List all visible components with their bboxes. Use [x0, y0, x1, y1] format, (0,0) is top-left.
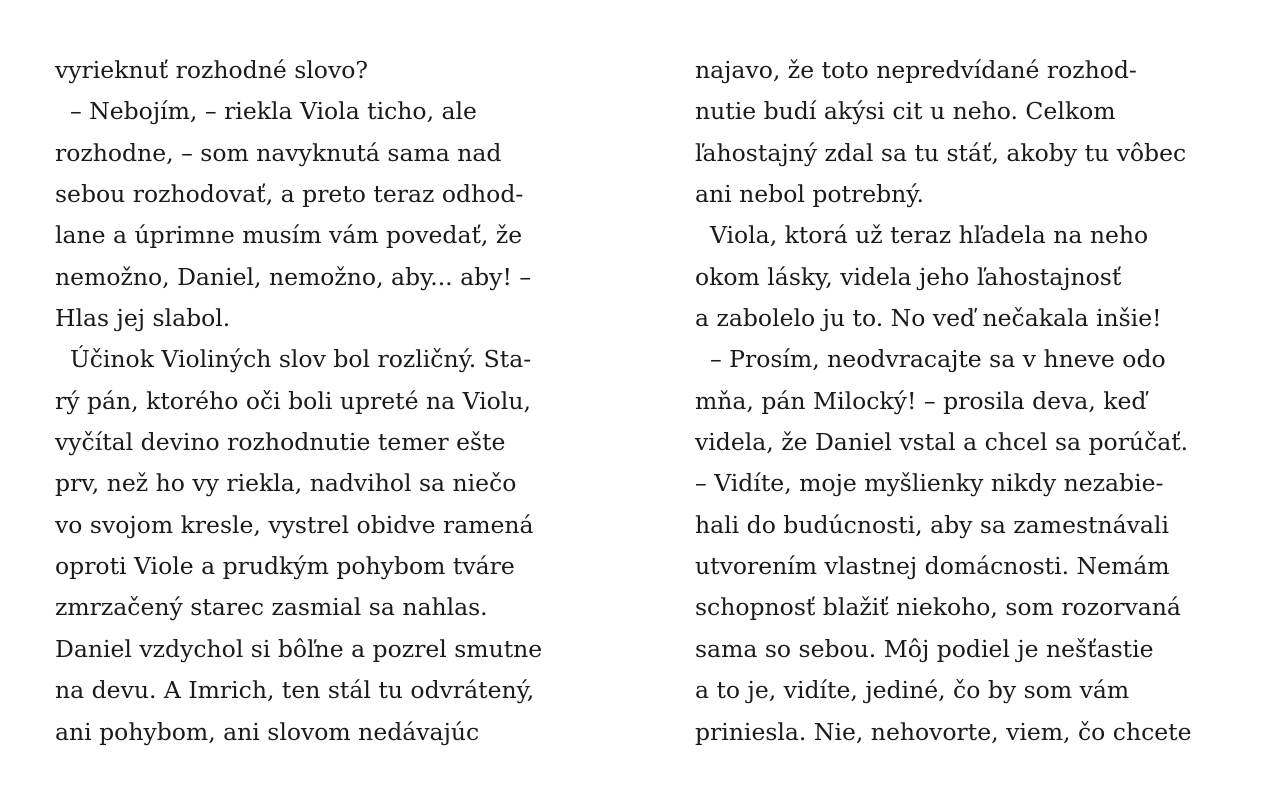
text-line: ľahostajný zdal sa tu stáť, akoby tu vôbec [695, 138, 1187, 167]
text-line: okom lásky, videla jeho ľahostajnosť [695, 262, 1122, 291]
right-text-column [695, 50, 1255, 753]
text-line: a zabolelo ju to. No veď nečakala inšie! [695, 304, 1162, 333]
text-line: hali do budúcnosti, aby sa zamestnávali [695, 510, 1169, 539]
text-line: vyčítal devino rozhodnutie temer ešte [55, 428, 506, 457]
text-line: Hlas jej slabol. [55, 304, 231, 333]
text-line: – Nebojím, – riekla Viola ticho, ale [55, 97, 477, 126]
text-line: nemožno, Daniel, nemožno, aby... aby! – [55, 262, 532, 291]
text-line: oproti Viole a prudkým pohybom tváre [55, 552, 515, 581]
text-line: vo svojom kresle, vystrel obidve ramená [55, 510, 534, 539]
text-line: prv, než ho vy riekla, nadvihol sa niečo [55, 469, 517, 498]
text-line: Daniel vzdychol si bôľne a pozrel smutne [55, 634, 543, 663]
text-line: zmrzačený starec zasmial sa nahlas. [55, 593, 488, 622]
text-line: utvorením vlastnej domácnosti. Nemám [695, 552, 1170, 581]
text-line: mňa, pán Milocký! – prosila deva, keď [695, 386, 1147, 415]
text-line: Účinok Violiných slov bol rozličný. Sta- [55, 345, 532, 374]
text-line: a to je, vidíte, jediné, čo by som vám [695, 676, 1130, 705]
text-line: sama so sebou. Môj podiel je nešťastie [695, 634, 1154, 663]
text-line: vyrieknuť rozhodné slovo? [55, 56, 368, 84]
left-text-column [55, 50, 615, 753]
text-line: najavo, že toto nepredvídané rozhod- [695, 56, 1137, 84]
text-line: rozhodne, – som navyknutá sama nad [55, 138, 502, 167]
text-line: videla, že Daniel vstal a chcel sa porúčať. [695, 428, 1189, 457]
text-line: na devu. A Imrich, ten stál tu odvrátený, [55, 676, 535, 705]
text-line: – Vidíte, moje myšlienky nikdy nezabie- [695, 469, 1164, 498]
text-line: lane a úprimne musím vám povedať, že [55, 221, 523, 250]
text-line: Viola, ktorá už teraz hľadela na neho [695, 221, 1149, 250]
text-line: rý pán, ktorého oči boli upreté na Violu, [55, 386, 531, 415]
text-line: sebou rozhodovať, a preto teraz odhod- [55, 180, 524, 209]
text-line: ani nebol potrebný. [695, 180, 924, 209]
text-line: priniesla. Nie, nehovorte, viem, čo chcete [695, 717, 1192, 746]
text-line: nutie budí akýsi cit u neho. Celkom [695, 97, 1116, 126]
text-line: schopnosť blažiť niekoho, som rozorvaná [695, 593, 1181, 622]
text-line: ani pohybom, ani slovom nedávajúc [55, 717, 480, 746]
text-line: – Prosím, neodvracajte sa v hneve odo [695, 345, 1166, 374]
